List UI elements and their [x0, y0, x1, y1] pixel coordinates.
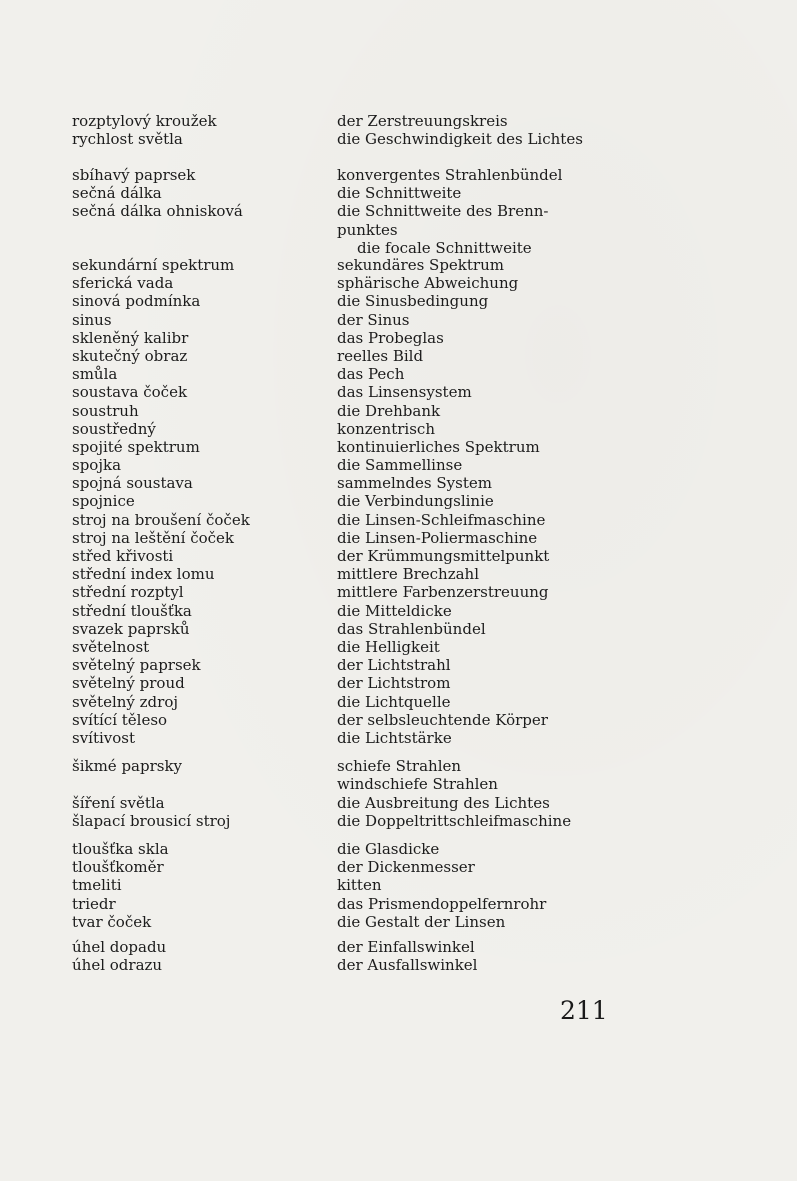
- dictionary-entry: [72, 112, 632, 130]
- dictionary-entry: [72, 365, 632, 383]
- czech-term: tloušťkoměr: [72, 858, 164, 877]
- german-term: der Lichtstrom: [337, 674, 451, 693]
- dictionary-entry: [72, 602, 632, 620]
- czech-term: střední index lomu: [72, 565, 215, 584]
- czech-term: stroj na leštění čoček: [72, 528, 235, 547]
- czech-term: šlapací brousicí stroj: [72, 812, 231, 831]
- german-term: die Glasdicke: [337, 840, 440, 858]
- entry-group: [72, 840, 632, 931]
- dictionary-entry: [72, 565, 632, 583]
- dictionary-entry: [72, 711, 632, 729]
- entry-group: [72, 256, 632, 747]
- dictionary-entry: [72, 420, 632, 438]
- german-term: das Linsensystem: [337, 383, 472, 402]
- german-term: die Drehbank: [337, 401, 441, 420]
- czech-term: střední rozptyl: [72, 583, 184, 602]
- czech-term: rozptylový kroužek: [72, 112, 217, 130]
- dictionary-entry: [72, 812, 632, 830]
- german-term: kontinuierliches Spektrum: [337, 437, 540, 456]
- german-term: windschiefe Strahlen: [337, 775, 498, 794]
- german-term: die Linsen-Schleifmaschine: [337, 510, 546, 529]
- dictionary-entry: [72, 511, 632, 529]
- czech-term: stroj na broušení čoček: [72, 510, 250, 529]
- german-term: die Sinusbedingung: [337, 292, 489, 311]
- dictionary-entry: [72, 492, 632, 510]
- czech-term: světelný proud: [72, 674, 185, 693]
- czech-term: sečná dálka ohnisková: [72, 202, 243, 221]
- german-term: sphärische Abweichung: [337, 274, 519, 293]
- entry-group: [72, 112, 632, 148]
- czech-term: světelný zdroj: [72, 692, 179, 711]
- dictionary-entry: [72, 274, 632, 292]
- german-term: kitten: [337, 876, 382, 895]
- dictionary-entry: [72, 456, 632, 474]
- dictionary-entry: [72, 729, 632, 747]
- czech-term: šikmé paprsky: [72, 757, 183, 775]
- german-term: mittlere Brechzahl: [337, 565, 480, 584]
- dictionary-entry: [72, 383, 632, 401]
- dictionary-entry: [72, 292, 632, 310]
- dictionary-entry: [72, 840, 632, 858]
- dictionary-entry: [72, 184, 632, 202]
- german-term: der Zerstreuungskreis: [337, 112, 508, 130]
- german-term: schiefe Strahlen: [337, 757, 462, 775]
- czech-term: skutečný obraz: [72, 346, 188, 365]
- czech-term: rychlost světla: [72, 130, 183, 149]
- dictionary-entry: [72, 402, 632, 420]
- dictionary-entry: [72, 794, 632, 812]
- german-term: die Verbindungslinie: [337, 492, 494, 511]
- dictionary-entry: [72, 775, 632, 793]
- dictionary-entry: [72, 529, 632, 547]
- czech-term: spojnice: [72, 492, 135, 511]
- german-term: der Lichtstrahl: [337, 656, 451, 675]
- dictionary-entry: [72, 956, 632, 974]
- czech-term: skleněný kalibr: [72, 328, 189, 347]
- german-term: der Sinus: [337, 310, 410, 329]
- german-term: mittlere Farbenzerstreuung: [337, 583, 549, 602]
- dictionary-entry: [72, 474, 632, 492]
- czech-term: střední tloušťka: [72, 601, 192, 620]
- czech-term: svítící těleso: [72, 710, 168, 729]
- dictionary-entry: [72, 583, 632, 601]
- czech-term: sbíhavý paprsek: [72, 166, 196, 184]
- czech-term: úhel odrazu: [72, 956, 163, 975]
- dictionary-entry: [72, 329, 632, 347]
- czech-term: střed křivosti: [72, 547, 174, 565]
- czech-term: světelný paprsek: [72, 656, 201, 675]
- dictionary-entry: [72, 130, 632, 148]
- dictionary-entry: [72, 757, 632, 775]
- dictionary-entry: [72, 239, 632, 257]
- german-term: die Lichtstärke: [337, 728, 452, 747]
- czech-term: spojná soustava: [72, 474, 193, 493]
- german-term: die focale Schnittweite: [357, 238, 532, 257]
- entry-group: [72, 794, 632, 830]
- german-term: konzentrisch: [337, 419, 435, 438]
- dictionary-entry: [72, 913, 632, 931]
- czech-term: spojka: [72, 456, 122, 475]
- german-term: die Linsen-Poliermaschine: [337, 528, 538, 547]
- german-term: konvergentes Strahlenbündel: [337, 166, 563, 184]
- german-term: die Schnittweite des Brenn-: [337, 202, 549, 221]
- dictionary-entry: [72, 311, 632, 329]
- german-term: sammelndes System: [337, 474, 492, 493]
- dictionary-entry: [72, 693, 632, 711]
- dictionary-entry: [72, 547, 632, 565]
- german-term: die Helligkeit: [337, 637, 440, 656]
- german-term: die Sammellinse: [337, 456, 463, 475]
- czech-term: sinová podmínka: [72, 292, 201, 311]
- page-number: 211: [560, 996, 608, 1025]
- czech-term: sferická vada: [72, 274, 174, 293]
- german-term: die Ausbreitung des Lichtes: [337, 794, 550, 812]
- dictionary-entry: [72, 620, 632, 638]
- czech-term: světelnost: [72, 637, 150, 656]
- german-term: die Mitteldicke: [337, 601, 452, 620]
- czech-term: tmeliti: [72, 876, 122, 895]
- entry-group: [72, 757, 632, 793]
- czech-term: smůla: [72, 365, 118, 384]
- czech-term: sinus: [72, 310, 112, 329]
- german-term: der Krümmungsmittelpunkt: [337, 547, 550, 565]
- german-term: das Prismendoppelfernrohr: [337, 894, 547, 913]
- dictionary-entry: [72, 876, 632, 894]
- czech-term: spojité spektrum: [72, 437, 200, 456]
- czech-term: svítivost: [72, 728, 136, 747]
- dictionary-entry: [72, 638, 632, 656]
- dictionary-entry: [72, 347, 632, 365]
- dictionary-entry: [72, 895, 632, 913]
- german-term: die Geschwindigkeit des Lichtes: [337, 130, 583, 149]
- german-term: das Probeglas: [337, 328, 444, 347]
- czech-term: soustava čoček: [72, 383, 188, 402]
- german-term: reelles Bild: [337, 346, 424, 365]
- czech-term: soustruh: [72, 401, 139, 420]
- czech-term: triedr: [72, 894, 116, 913]
- czech-term: tvar čoček: [72, 912, 152, 931]
- german-term: der Einfallswinkel: [337, 938, 475, 956]
- czech-term: svazek paprsků: [72, 619, 190, 638]
- german-term: sekundäres Spektrum: [337, 256, 504, 274]
- dictionary-entry: [72, 166, 632, 184]
- german-term: der selbsleuchtende Körper: [337, 710, 548, 729]
- entry-group: [72, 166, 632, 257]
- czech-term: soustředný: [72, 419, 156, 438]
- czech-term: sečná dálka: [72, 184, 162, 203]
- dictionary-entry: [72, 221, 632, 239]
- german-term: der Dickenmesser: [337, 858, 475, 877]
- czech-term: sekundární spektrum: [72, 256, 235, 274]
- entry-group: [72, 938, 632, 974]
- german-term: das Pech: [337, 365, 405, 384]
- dictionary-entry: [72, 858, 632, 876]
- dictionary-entry: [72, 938, 632, 956]
- dictionary-entry: [72, 202, 632, 220]
- german-term: punktes: [337, 220, 398, 239]
- german-term: der Ausfallswinkel: [337, 956, 478, 975]
- german-term: die Lichtquelle: [337, 692, 451, 711]
- german-term: die Schnittweite: [337, 184, 462, 203]
- german-term: das Strahlenbündel: [337, 619, 486, 638]
- czech-term: tloušťka skla: [72, 840, 169, 858]
- czech-term: úhel dopadu: [72, 938, 167, 956]
- dictionary-entry: [72, 674, 632, 692]
- german-term: die Gestalt der Linsen: [337, 912, 506, 931]
- dictionary-entry: [72, 438, 632, 456]
- dictionary-entry: [72, 256, 632, 274]
- czech-term: šíření světla: [72, 794, 165, 812]
- german-term: die Doppeltrittschleifmaschine: [337, 812, 572, 831]
- dictionary-entry: [72, 656, 632, 674]
